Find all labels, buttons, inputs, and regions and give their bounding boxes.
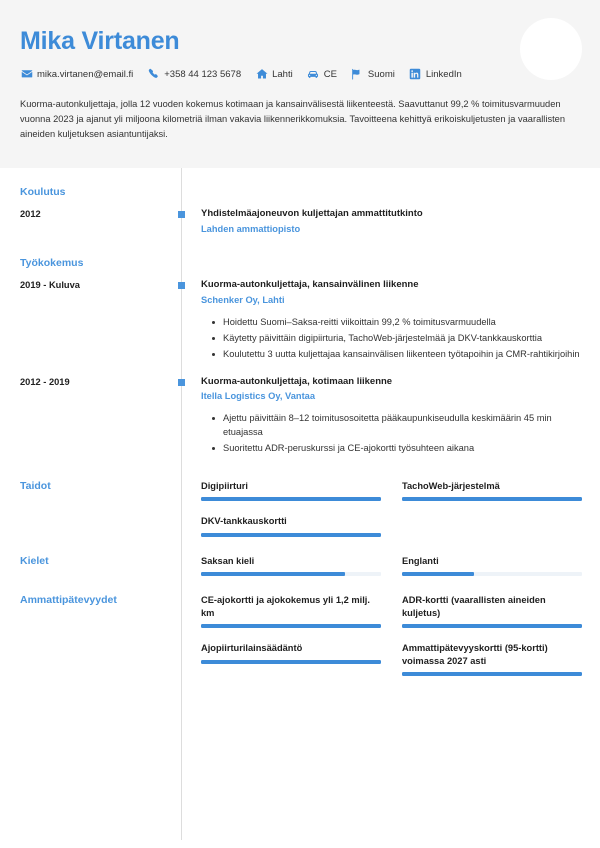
contact-label-license: CE [323, 68, 337, 80]
experience-employer-0: Schenker Oy, Lahti [201, 295, 285, 306]
section-experience-2 [0, 376, 600, 458]
skill-fill [201, 497, 381, 501]
skills-grid [201, 480, 582, 537]
qualification-fill [402, 624, 582, 628]
qualification-label: CE-ajokortti ja ajokokemus yli 1,2 milj. km [201, 595, 370, 618]
contact-label-email: mika.virtanen@email.fi [37, 68, 134, 80]
qualification-label: ADR-kortti (vaarallisten aineiden kuljetus) [402, 595, 546, 618]
contact-item-location[interactable] [255, 68, 293, 81]
entry-marker-icon [178, 282, 185, 289]
contact-label-phone: +358 44 123 5678 [164, 68, 242, 80]
qualification-fill [201, 624, 381, 628]
qualification-label: Ajopiirturilainsäädäntö [201, 643, 303, 654]
skill-track [201, 533, 381, 537]
language-item-saksa [201, 555, 381, 576]
skill-label: Digipiirturi [201, 480, 248, 491]
car-icon [307, 68, 320, 81]
language-fill [201, 572, 345, 576]
language-fill [402, 572, 474, 576]
language-label: Englanti [402, 555, 439, 566]
experience-bullets-0 [201, 316, 582, 362]
section-title-languages: Kielet [20, 554, 49, 567]
experience-date-0: 2019 - Kuluva [20, 279, 80, 290]
list-item: Suoritettu ADR-peruskurssi ja CE-ajokortti työsuhteen aikana [223, 442, 582, 456]
qualifications-grid [201, 594, 582, 676]
skill-label: TachoWeb-järjestelmä [402, 480, 500, 491]
section-title-skills: Taidot [20, 479, 51, 492]
section-experience [0, 257, 600, 363]
language-item-englanti [402, 555, 582, 576]
resume-header [0, 0, 600, 168]
qualification-track [402, 624, 582, 628]
contact-label-location: Lahti [272, 68, 293, 80]
skill-item-dkv [201, 515, 381, 536]
qualification-item-ce [201, 594, 381, 628]
languages-right-column [181, 555, 600, 577]
entry-marker-icon [178, 211, 185, 218]
page-title: Mika Virtanen [20, 27, 180, 55]
list-item: Koulutettu 3 uutta kuljettajaa kansainvälisen liikenteen työtapoihin ja CMR-rahtikirjoihin [223, 348, 582, 362]
experience-entry [201, 376, 582, 456]
linkedin-icon [409, 68, 422, 81]
section-title-experience: Työkokemus [20, 257, 84, 270]
list-item: Ajettu päivittäin 8–12 toimitusosoitetta pääkaupunkiseudulla keskimäärin 45 min etuajassa [223, 412, 582, 440]
contact-label-linkedin: LinkedIn [425, 68, 462, 80]
qualifications-right-column [181, 594, 600, 676]
section-title-qualifications: Ammattipätevyydet [20, 594, 117, 607]
section-title-education: Koulutus [20, 186, 66, 198]
section-qualifications [0, 594, 600, 676]
avatar [520, 18, 582, 80]
skill-fill [201, 533, 381, 537]
profile-summary: Kuorma-autonkuljettaja, jolla 12 vuoden kokemus kotimaan ja kansainvälisestä liikenteestä. Saavuttanut 99,2 % toimitusvarmuuden vuonna 2023 ja ajanut yli miljoona kilometriä ilman vakavia liikennerikkomuksia. Tavoitteena kehittyä erikoiskuljetusten ja vaarallisten aineiden kuljetuksen asiantuntijaksi. [20, 98, 566, 139]
list-item: Käytetty päivittäin digipiirturia, TachoWeb-järjestelmää ja DKV-tankkauskorttia [223, 332, 582, 346]
experience-right-column-2 [181, 376, 600, 458]
experience-date-1: 2012 - 2019 [20, 376, 70, 387]
section-education [0, 186, 600, 235]
qualification-item-ajopiirturi [201, 642, 381, 676]
education-date: 2012 [20, 208, 41, 219]
education-left-column [0, 186, 181, 235]
skill-track [402, 497, 582, 501]
experience-left-column-2 [0, 376, 181, 458]
skill-label: DKV-tankkauskortti [201, 516, 287, 527]
experience-employer-1: Itella Logistics Oy, Vantaa [201, 391, 316, 402]
skill-track [201, 497, 381, 501]
qualification-label: Ammattipätevyyskortti (95-kortti) voimassa 2027 asti [402, 643, 548, 666]
languages-left-column [0, 555, 181, 577]
experience-left-column [0, 257, 181, 363]
contact-label-nationality: Suomi [367, 68, 395, 80]
section-skills [0, 480, 600, 537]
flag-icon [351, 68, 364, 81]
qualification-track [402, 672, 582, 676]
language-track [402, 572, 582, 576]
skills-right-column [181, 480, 600, 537]
language-label: Saksan kieli [201, 555, 255, 566]
list-item: Hoidettu Suomi–Saksa-reitti viikoittain 99,2 % toimitusvarmuudella [223, 316, 582, 330]
experience-role-0: Kuorma-autonkuljettaja, kansainvälinen liikenne [201, 279, 419, 291]
entry-marker-icon [178, 379, 185, 386]
qualification-fill [201, 660, 381, 664]
skills-left-column [0, 480, 181, 537]
experience-entry [201, 279, 582, 361]
phone-icon [147, 68, 160, 81]
education-right-column [181, 186, 600, 235]
qualification-track [201, 624, 381, 628]
contact-item-nationality[interactable] [351, 68, 395, 81]
skill-fill [402, 497, 582, 501]
contact-row [20, 68, 580, 81]
skill-item-tachoweb [402, 480, 582, 501]
education-degree: Yhdistelmäajoneuvon kuljettajan ammattitutkinto [201, 208, 423, 219]
section-languages [0, 555, 600, 577]
language-track [201, 572, 381, 576]
email-icon [20, 68, 33, 81]
contact-item-phone[interactable] [147, 68, 241, 81]
education-entry [201, 208, 582, 235]
contact-item-linkedin[interactable] [409, 68, 462, 81]
contact-item-email[interactable] [20, 68, 133, 81]
experience-role-1: Kuorma-autonkuljettaja, kotimaan liikenne [201, 375, 393, 387]
experience-right-column [181, 257, 600, 363]
contact-item-license[interactable] [307, 68, 337, 81]
resume-body [0, 168, 600, 676]
qualification-track [201, 660, 381, 664]
education-institution: Lahden ammattiopisto [201, 223, 301, 234]
qualification-item-adr [402, 594, 582, 628]
qualifications-left-column [0, 594, 181, 676]
home-icon [255, 68, 268, 81]
qualification-fill [402, 672, 582, 676]
qualification-item-95kortti [402, 642, 582, 676]
skill-item-digipiirturi [201, 480, 381, 501]
languages-grid [201, 555, 582, 576]
experience-bullets-1 [201, 412, 582, 456]
